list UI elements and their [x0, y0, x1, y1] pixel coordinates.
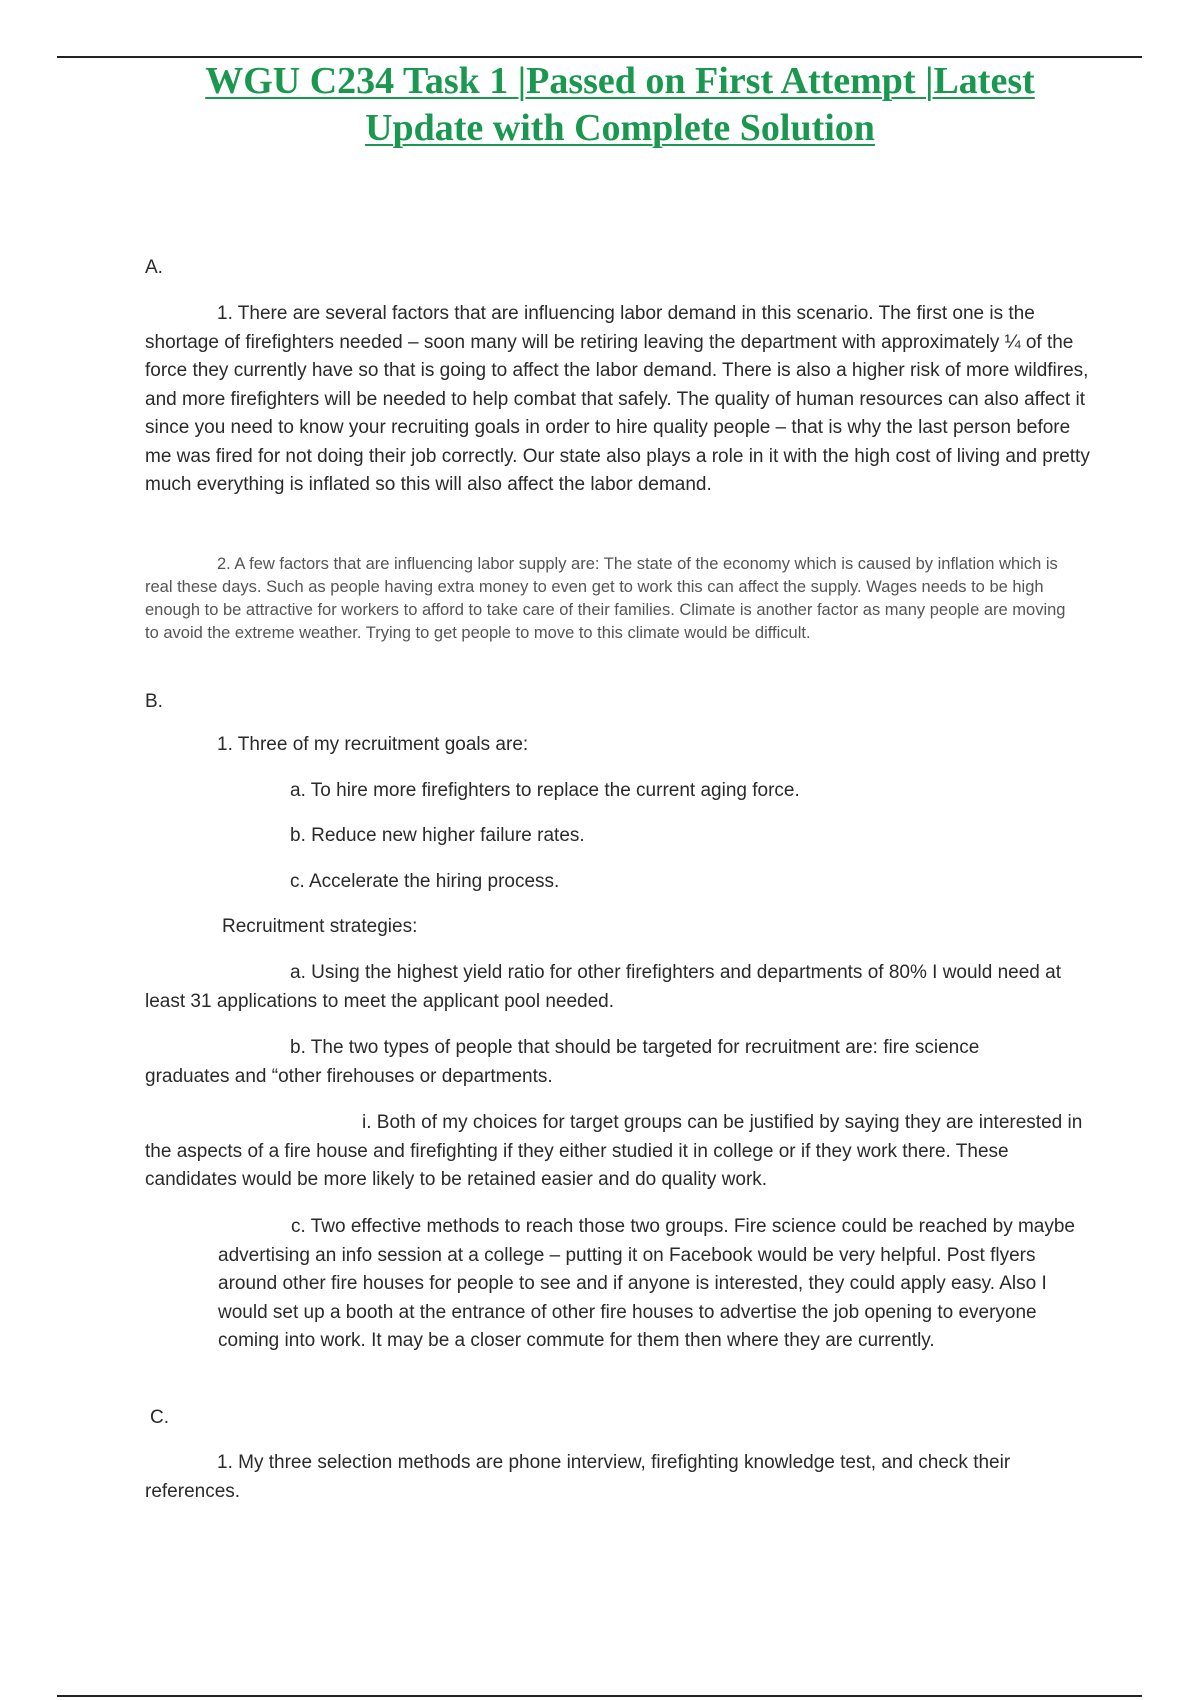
section-a-paragraph-2: 2. A few factors that are influencing labor supply are: The state of the economy which is caused by inflation which is real these days. Such as people having extra money to even get to work this can affect the supply. Wages needs to be high enough to be attractive for workers to afford to take care of their families. Climate is another factor as many people are moving to avoid the extreme weather. Trying to get people to move to this climate would be difficult.	[145, 555, 1066, 642]
recruitment-goal-c: c. Accelerate the hiring process.	[290, 871, 560, 892]
footer-rule	[57, 1695, 1142, 1697]
section-a-paragraph-1: 1. There are several factors that are influencing labor demand in this scenario. The first one is the shortage of firefighters needed – soon many will be retiring leaving the department with approximately ¼ of the force they currently have so that is going to affect the labor demand. There is also a higher risk of more wildfires, and more firefighters will be needed to help combat that safely. The quality of human resources can also affect it since you need to know your recruiting goals in order to hire quality people – that is why the last person before me was fired for not doing their job correctly. Our state also plays a role in it with the high cost of living and pretty much everything is inflated so this will also affect the labor demand.	[145, 303, 1090, 495]
title-line-2: Update with Complete Solution	[365, 107, 875, 149]
recruitment-goals-intro: 1. Three of my recruitment goals are:	[217, 734, 529, 755]
strategy-b-justification: i. Both of my choices for target groups can be justified by saying they are interested in the aspects of a fire house and firefighting if they either studied it in college or if they work there. These candidates would be more likely to be retained easier and do quality work.	[145, 1112, 1083, 1190]
section-b-label: B.	[145, 691, 163, 712]
strategy-c: c. Two effective methods to reach those two groups. Fire science could be reached by maybe advertising an info session at a college – putting it on Facebook would be very helpful. Post flyers around other fire houses for people to see and if anyone is interested, they could apply easy. Also I would set up a booth at the entrance of other fire houses to advertise the job opening to everyone coming into work. It may be a closer commute for them then where they are currently.	[218, 1216, 1076, 1351]
section-c-paragraph-1: 1. My three selection methods are phone interview, firefighting knowledge test, and check their references.	[145, 1452, 1011, 1502]
recruitment-goal-b: b. Reduce new higher failure rates.	[290, 825, 585, 846]
document-title	[90, 58, 1150, 152]
strategy-a: a. Using the highest yield ratio for other firefighters and departments of 80% I would need at least 31 applications to meet the applicant pool needed.	[145, 962, 1062, 1012]
section-c-label: C.	[150, 1407, 169, 1428]
recruitment-strategies-label: Recruitment strategies:	[222, 916, 418, 937]
strategy-b: b. The two types of people that should be targeted for recruitment are: fire science graduates and “other firehouses or departments.	[145, 1037, 980, 1087]
title-line-1: WGU C234 Task 1 |Passed on First Attempt |Latest	[205, 60, 1035, 102]
recruitment-goal-a: a. To hire more firefighters to replace the current aging force.	[290, 780, 800, 801]
section-a-label: A.	[145, 257, 163, 278]
